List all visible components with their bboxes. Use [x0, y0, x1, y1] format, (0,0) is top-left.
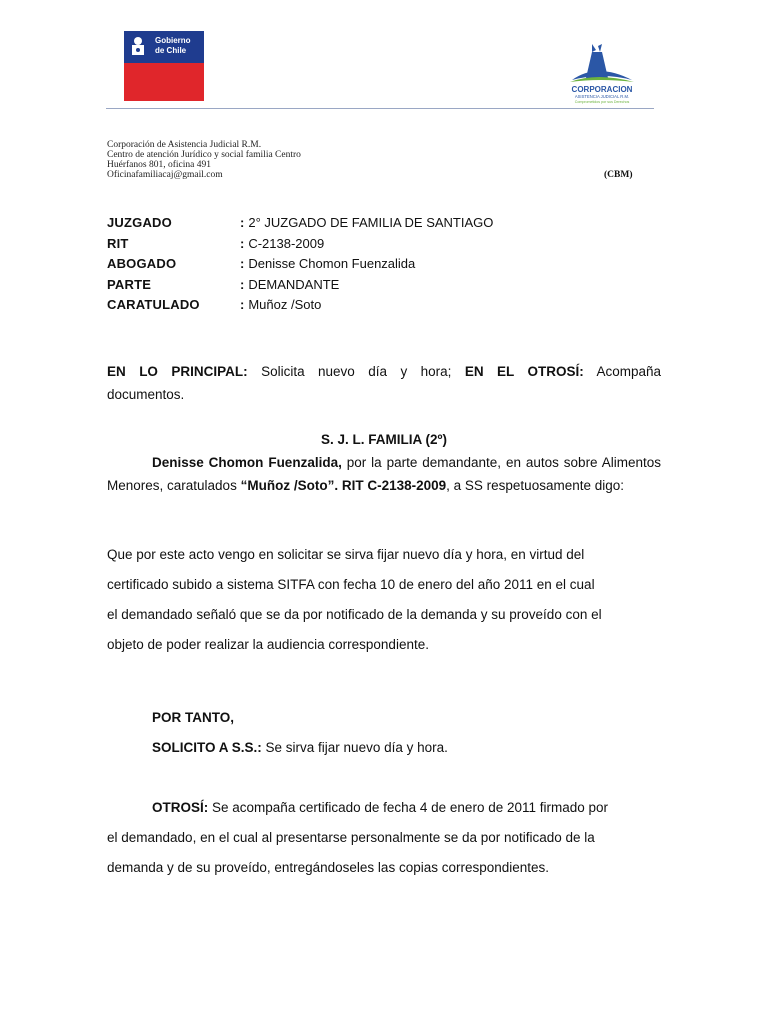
- intro-text-1: por la parte demandante, en autos sobre Alimentos Menores, caratulados: [107, 455, 661, 493]
- parte-label: PARTE: [107, 277, 152, 292]
- por-tanto: POR TANTO,: [152, 710, 235, 725]
- solicito-label: SOLICITO A S.S.:: [152, 740, 262, 755]
- summary-paragraph: [107, 360, 661, 406]
- sender-email: Oficinafamiliacaj@gmail.com: [107, 170, 223, 180]
- otrosi-text-summary: Acompaña documentos.: [107, 364, 661, 402]
- corp-logo-text-1: CORPORACION: [571, 85, 633, 94]
- abogado-value: : Denisse Chomon Fuenzalida: [240, 256, 416, 271]
- intro-text-2: , a SS respetuosamente digo:: [446, 478, 625, 493]
- rit-label: RIT: [107, 236, 129, 251]
- otrosi-line-2: el demandado, en el cual al presentarse personalmente se da por notificado de la: [107, 830, 595, 845]
- body-line-3: el demandado señaló que se da por notificado de la demanda y su proveído con el: [107, 607, 602, 622]
- header-divider: [106, 108, 654, 109]
- abogado-label: ABOGADO: [107, 256, 177, 271]
- body-line-4: objeto de poder realizar la audiencia correspondiente.: [107, 637, 429, 652]
- caratula-rit: “Muñoz /Soto”. RIT C-2138-2009: [240, 478, 447, 493]
- parte-value: : DEMANDANTE: [240, 277, 340, 292]
- solicito-text: Se sirva fijar nuevo día y hora.: [265, 740, 448, 755]
- caratulado-label: CARATULADO: [107, 297, 200, 312]
- corporacion-asistencia-judicial-logo: [562, 42, 642, 106]
- sender-address: Huérfanos 801, oficina 491: [107, 160, 211, 170]
- sender-center: Centro de atención Jurídico y social familia Centro: [107, 150, 301, 160]
- juzgado-value: : 2° JUZGADO DE FAMILIA DE SANTIAGO: [240, 215, 494, 230]
- otrosi-label-summary: EN EL OTROSÍ:: [464, 364, 584, 379]
- corp-logo-text-3: Comprometidos por sus Derechos: [574, 100, 630, 104]
- body-line-2: certificado subido a sistema SITFA con fecha 10 de enero del año 2011 en el cual: [107, 577, 595, 592]
- otrosi-text-1: Se acompaña certificado de fecha 4 de enero de 2011 firmado por: [212, 800, 609, 815]
- gob-logo-text-2: de Chile: [155, 46, 187, 55]
- cbm-code: (CBM): [604, 170, 633, 180]
- otrosi-label: OTROSÍ:: [152, 800, 209, 815]
- caratulado-value: : Muñoz /Soto: [240, 297, 322, 312]
- lawyer-name: Denisse Chomon Fuenzalida,: [152, 455, 342, 470]
- tribunal-heading: S. J. L. FAMILIA (2º): [321, 432, 447, 447]
- solicito-line: [152, 736, 652, 759]
- intro-paragraph: [107, 451, 661, 497]
- principal-text: Solicita nuevo día y hora;: [261, 364, 452, 379]
- gob-logo-text-1: Gobierno: [155, 36, 191, 45]
- corp-logo-text-2: ASISTENCIA JUDICIAL R.M.: [574, 94, 630, 99]
- otrosi-line-3: demanda y de su proveído, entregándoseles las copias correspondientes.: [107, 860, 550, 875]
- body-line-1: Que por este acto vengo en solicitar se sirva fijar nuevo día y hora, en virtud del: [107, 547, 585, 562]
- juzgado-label: JUZGADO: [107, 215, 172, 230]
- rit-value: : C-2138-2009: [240, 236, 325, 251]
- otrosi-line-1: [152, 796, 662, 819]
- principal-label: EN LO PRINCIPAL:: [107, 364, 248, 379]
- sender-org: Corporación de Asistencia Judicial R.M.: [107, 140, 262, 150]
- gobierno-de-chile-logo: [124, 31, 204, 101]
